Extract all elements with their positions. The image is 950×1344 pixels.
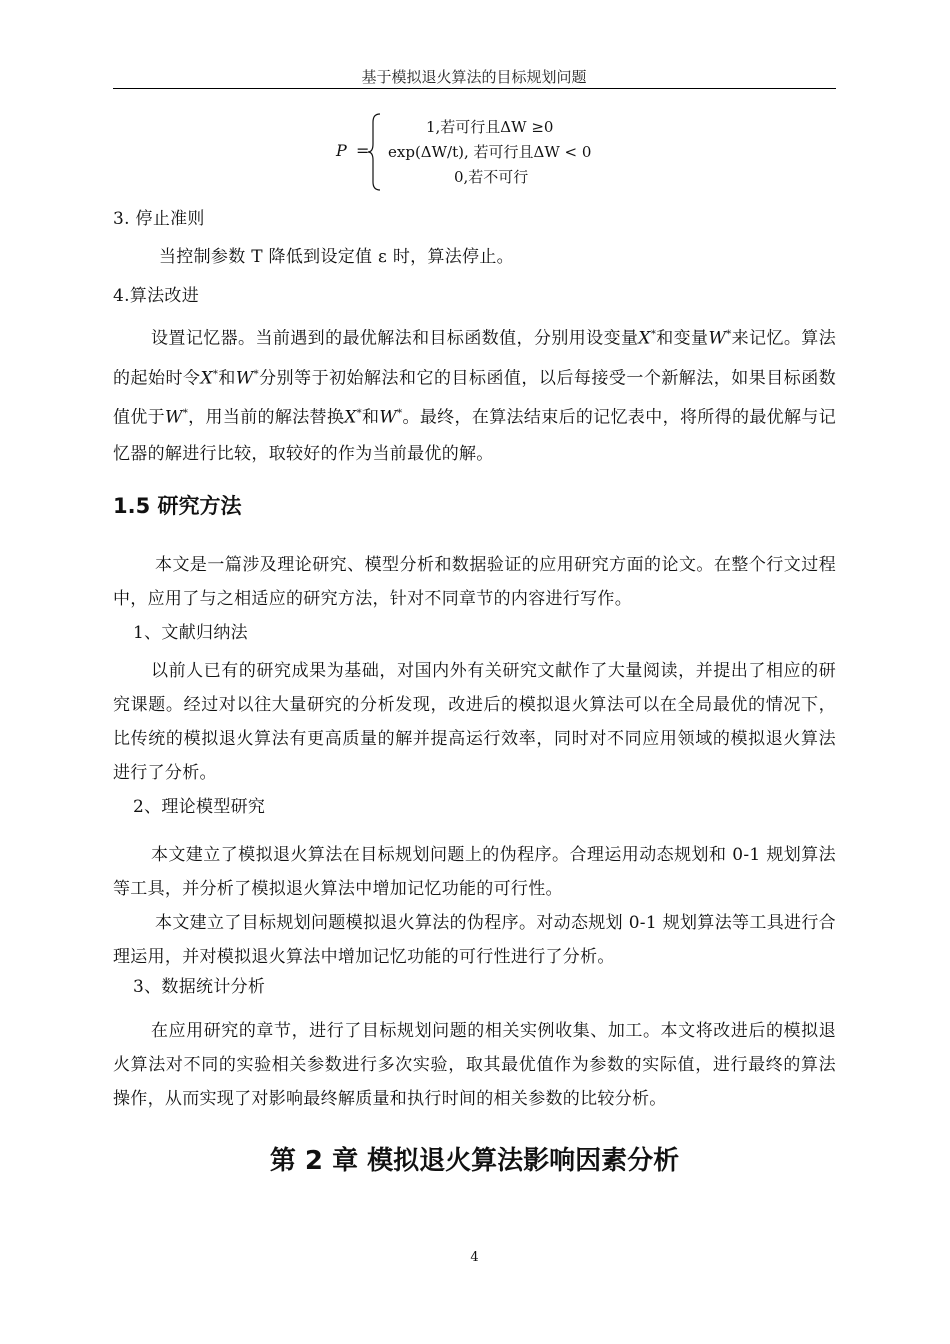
var-x: X	[638, 328, 651, 349]
section-4-title: 4.算法改进	[113, 286, 200, 306]
star-2: *	[726, 329, 732, 340]
section-1-5-heading: 1.5 研究方法	[113, 494, 242, 518]
star-7: *	[397, 408, 403, 420]
formula-case-3: 0,若不可行	[454, 168, 529, 186]
var-x: X	[200, 368, 213, 389]
method-2-body-1: 本文建立了模拟退火算法在目标规划问题上的伪程序。合理运用动态规划和 0-1 规划算法等工具，并分析了模拟退火算法中增加记忆功能的可行性。	[113, 845, 836, 899]
acceptance-probability-formula	[330, 110, 650, 192]
section-4-body	[113, 317, 836, 472]
star-5: *	[182, 408, 189, 420]
star-3: *	[212, 368, 219, 380]
formula-case-1: 1,若可行且ΔW ≥0	[426, 118, 554, 136]
method-2-title: 2、理论模型研究	[133, 797, 266, 817]
var-w: W	[235, 368, 254, 389]
star-4: *	[253, 368, 259, 380]
formula-lhs: P	[336, 141, 347, 160]
algo-improve-text-3: 分别等于初始解法和它的目标函值，以后每接受一个新解法，如果目标函数值优于	[113, 368, 836, 428]
star-1: *	[650, 329, 657, 340]
method-1-body: 以前人已有的研究成果为基础，对国内外有关研究文献作了大量阅读，并提出了相应的研究课题。经过对以往大量研究的分析发现，改进后的模拟退火算法可以在全局最优的情况下，比传统的模拟退火算法有更高质量的解并提高运行效率，同时对不同应用领域的模拟退火算法进行了分析。	[113, 661, 836, 783]
chapter-2-title: 第 2 章 模拟退火算法影响因素分析	[269, 1146, 680, 1176]
and-text: 和	[218, 368, 236, 389]
var-w: W	[708, 328, 727, 349]
formula-equals: =	[356, 141, 370, 160]
section-3-title: 3. 停止准则	[113, 209, 205, 229]
var-w: W	[165, 407, 183, 428]
star-6: *	[356, 408, 362, 420]
algo-improve-text-1: 设置记忆器。当前遇到的最优解法和目标函数值，分别用设变量	[151, 328, 639, 349]
algo-improve-text-5: 。最终，在算法结束后的记忆表中，将所得的最优解与记忆器的解进行比较，取较好的作为当前最优的解。	[113, 407, 836, 464]
and-text: 和	[361, 407, 380, 428]
algo-improve-text-2: 来记忆。算法的起始时令	[113, 328, 836, 389]
method-3-body: 在应用研究的章节，进行了目标规划问题的相关实例收集、加工。本文将改进后的模拟退火算法对不同的实验相关参数进行多次实验，取其最优值作为参数的实际值，进行最终的算法操作，从而实现了对影响最终解质量和执行时间的相关参数的比较分析。	[113, 1021, 836, 1109]
running-header: 基于模拟退火算法的目标规划问题	[361, 68, 587, 86]
algo-improve-text-4: ，用当前的解法替换	[188, 407, 345, 428]
method-3-title: 3、数据统计分析	[133, 977, 266, 997]
formula-case-2: exp(ΔW/t), 若可行且ΔW < 0	[388, 143, 592, 161]
header-rule	[113, 88, 836, 89]
research-methods-intro: 本文是一篇涉及理论研究、模型分析和数据验证的应用研究方面的论文。在整个行文过程中，应用了与之相适应的研究方法，针对不同章节的内容进行写作。	[113, 555, 836, 609]
var-w: W	[379, 407, 398, 428]
left-brace-icon	[368, 112, 384, 192]
var-x: X	[344, 407, 357, 428]
page-number: 4	[470, 1250, 479, 1265]
section-3-body: 当控制参数 T 降低到设定值 ε 时，算法停止。	[159, 247, 514, 267]
method-1-title: 1、文献归纳法	[133, 623, 248, 643]
method-2-body-2: 本文建立了目标规划问题模拟退火算法的伪程序。对动态规划 0-1 规划算法等工具进行合理运用，并对模拟退火算法中增加记忆功能的可行性进行了分析。	[113, 913, 836, 967]
and-var-text: 和变量	[656, 328, 709, 349]
